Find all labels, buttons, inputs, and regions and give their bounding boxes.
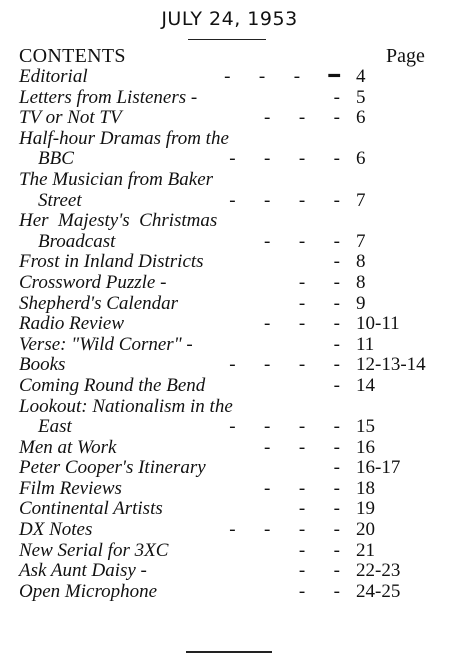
toc-entry-title: Men at Work xyxy=(19,436,117,458)
toc-entry-title: DX Notes xyxy=(19,519,93,541)
toc-entry-title: TV or Not TV xyxy=(19,107,122,129)
toc-entry-leaders: - - xyxy=(298,539,340,561)
toc-entry-title: Books xyxy=(19,354,66,376)
toc-entry-title-continued: BBC xyxy=(38,148,74,170)
toc-entry xyxy=(0,582,459,603)
toc-entry-leaders: - - xyxy=(298,560,340,582)
toc-entry-leaders: - - - xyxy=(264,436,340,458)
toc-entry xyxy=(0,561,459,582)
toc-entry xyxy=(0,397,459,418)
toc-entry-leaders: - xyxy=(333,457,340,479)
toc-entry-title: Radio Review xyxy=(19,313,124,335)
toc-entry-title-continued: East xyxy=(38,416,72,438)
toc-entry-title: Ask Aunt Daisy - xyxy=(19,560,147,582)
toc-entry xyxy=(0,458,459,479)
toc-entry-title: New Serial for 3XC xyxy=(19,539,169,561)
toc-entry-leaders: - xyxy=(333,374,340,396)
toc-entry-title: Crossword Puzzle - xyxy=(19,271,167,293)
toc-entry-leaders: - - xyxy=(298,498,340,520)
toc-entry-page-number: 21 xyxy=(356,539,375,561)
toc-entry-title: Film Reviews xyxy=(19,477,122,499)
toc-entry xyxy=(0,232,459,253)
toc-entry-page-number: 11 xyxy=(356,333,375,355)
toc-entry xyxy=(0,252,459,273)
toc-entry-title: Her Majesty's Christmas xyxy=(19,210,218,232)
toc-entry xyxy=(0,108,459,129)
toc-entry-leaders: - - - ━ xyxy=(224,66,340,87)
toc-entry xyxy=(0,479,459,500)
toc-entry-page-number: 14 xyxy=(356,374,375,396)
toc-entry xyxy=(0,149,459,170)
toc-entry xyxy=(0,355,459,376)
toc-entry-title: The Musician from Baker xyxy=(19,168,214,190)
page-column-heading: Page xyxy=(386,45,425,67)
toc-entry-page-number: 8 xyxy=(356,251,366,273)
toc-entry xyxy=(0,191,459,212)
contents-heading: CONTENTS xyxy=(19,45,126,67)
toc-entry-leaders: - xyxy=(333,251,340,273)
toc-entry-leaders: - - - xyxy=(264,477,340,499)
toc-entry-title: Peter Cooper's Itinerary xyxy=(19,457,206,479)
toc-entry-leaders: - - - - xyxy=(229,519,340,541)
toc-entry xyxy=(0,88,459,109)
toc-entry-title: Coming Round the Bend xyxy=(19,374,206,396)
toc-entry xyxy=(0,520,459,541)
toc-entry-page-number: 4 xyxy=(356,66,366,87)
toc-entry xyxy=(0,129,459,150)
toc-entry-page-number: 20 xyxy=(356,519,375,541)
toc-entry xyxy=(0,376,459,397)
toc-entry-leaders: - - - xyxy=(264,313,340,335)
table-of-contents xyxy=(0,67,459,602)
toc-entry-title: Frost in Inland Districts xyxy=(19,251,204,273)
bottom-rule xyxy=(186,651,272,653)
toc-entry-leaders: - - xyxy=(298,271,340,293)
toc-entry-page-number: 10-11 xyxy=(356,313,400,335)
toc-entry xyxy=(0,417,459,438)
toc-entry-title: Editorial xyxy=(19,66,88,87)
toc-entry-leaders: - - - - xyxy=(229,416,340,438)
toc-entry xyxy=(0,170,459,191)
toc-entry-leaders: - - - - xyxy=(229,354,340,376)
toc-entry-leaders: - - - - xyxy=(229,148,340,170)
toc-entry-leaders: - xyxy=(333,86,340,108)
toc-entry-title-continued: Street xyxy=(38,189,82,211)
toc-entry-title: Shepherd's Calendar xyxy=(19,292,179,314)
toc-entry xyxy=(0,438,459,459)
toc-entry xyxy=(0,294,459,315)
toc-entry xyxy=(0,67,459,88)
toc-entry-page-number: 7 xyxy=(356,189,366,211)
toc-entry-leaders: - - - - xyxy=(229,189,340,211)
issue-date: JULY 24, 1953 xyxy=(161,8,298,30)
toc-entry-leaders: - - - xyxy=(264,107,340,129)
toc-entry-title: Continental Artists xyxy=(19,498,163,520)
toc-entry-page-number: 12-13-14 xyxy=(356,354,426,376)
toc-entry xyxy=(0,273,459,294)
toc-entry-title: Verse: "Wild Corner" - xyxy=(19,333,193,355)
top-rule xyxy=(188,39,266,40)
toc-entry-page-number: 5 xyxy=(356,86,366,108)
toc-entry-leaders: - - - xyxy=(264,230,340,252)
toc-entry-page-number: 9 xyxy=(356,292,366,314)
toc-entry-leaders: - - xyxy=(298,292,340,314)
toc-entry-page-number: 8 xyxy=(356,271,366,293)
toc-entry-title-continued: Broadcast xyxy=(38,230,116,252)
toc-entry-leaders: - - xyxy=(298,580,340,602)
toc-entry-title: Lookout: Nationalism in the xyxy=(19,395,233,417)
toc-entry-page-number: 16-17 xyxy=(356,457,401,479)
toc-entry-leaders: - xyxy=(333,333,340,355)
toc-entry-page-number: 7 xyxy=(356,230,366,252)
toc-entry-page-number: 16 xyxy=(356,436,375,458)
toc-entry-page-number: 19 xyxy=(356,498,375,520)
toc-entry-page-number: 18 xyxy=(356,477,375,499)
toc-entry-page-number: 6 xyxy=(356,148,366,170)
toc-entry-page-number: 24-25 xyxy=(356,580,401,602)
toc-entry-page-number: 15 xyxy=(356,416,375,438)
toc-entry-page-number: 6 xyxy=(356,107,366,129)
toc-entry-title: Open Microphone xyxy=(19,580,158,602)
toc-entry xyxy=(0,541,459,562)
toc-entry xyxy=(0,499,459,520)
toc-entry xyxy=(0,335,459,356)
toc-entry-title: Letters from Listeners - xyxy=(19,86,198,108)
toc-entry-page-number: 22-23 xyxy=(356,560,401,582)
toc-entry xyxy=(0,314,459,335)
toc-entry xyxy=(0,211,459,232)
toc-entry-title: Half-hour Dramas from the xyxy=(19,127,229,149)
